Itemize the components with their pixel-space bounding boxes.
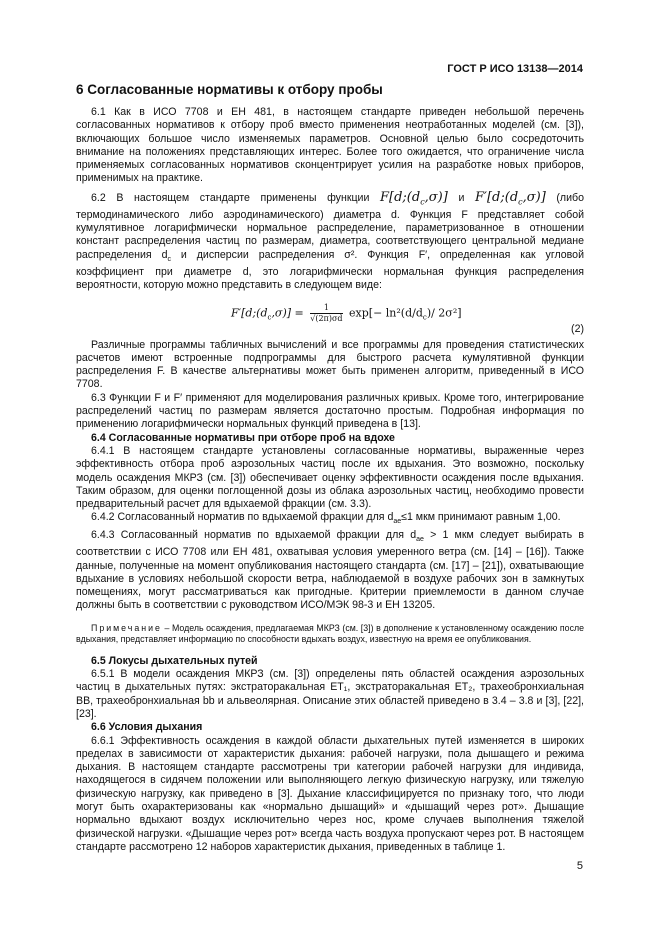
p62-text-b: (либо термодинамического либо аэродинамического) диаметра d. Функция F представляет собой кумулятивное логарифмически нормальное распределение, параметризованное в отношении констант распределения частиц по размерам, диаметра, соответствующего центральной медиане распределения d bbox=[76, 191, 584, 261]
note-label: Примечание bbox=[91, 622, 162, 633]
function-F: $F[d;(d_c,\sigma)]$ bbox=[380, 189, 448, 207]
paragraph-6-4-2: 6.4.2 Согласованный норматив по вдыхаемой фракции для $d_{ae}\le 1$ мкм принимают равным 1,00. bbox=[91, 511, 561, 526]
paragraph-6-2: 6.2 В настоящем стандарте применены функции $F[d;(d_c,\sigma)]$ и $F'[d;(d_c,\sigma)]$ (либо термодинамического либо аэродинамического) диаметра d. Функция F представляет собой кумулятивное логарифмически нормальное распределение, параметризованное в отношении констант распределения частиц по размерам, диаметра, соответствующего центральной медиане распределения $d_c$ и дисперсии распределения σ². Функция F′, определенная как угловой коэффициент при диаметре d, это логарифмически нормальная функция распределения вероятности, которую можно представить в следующем виде: bbox=[76, 189, 584, 292]
note-text: – Модель осаждения, предлагаемая МКРЗ (см. [3]) в дополнение к установленному осаждению после вдыхания, представляет информацию по способности вдыхать воздух, известную на время ее опубликования. bbox=[76, 622, 584, 644]
equation-number: (2) bbox=[571, 322, 584, 335]
section-6-title: 6 Согласованные нормативы к отбору пробы bbox=[76, 82, 383, 97]
paragraph-6-5-1: 6.5.1 В модели осаждения МКРЗ (см. [3]) определены пять областей осаждения аэрозольных частиц в дыхательных путях: экстраторакальная ЕТ₁, экстраторакальная ЕТ₂, трахеобронхиальная ВВ, трахеобронхиальная bb и альвеолярная. Описание этих областей приведено в 3.4 – 3.8 и [3], [22], [23]. bbox=[76, 668, 584, 720]
note-block bbox=[76, 623, 584, 645]
formula-body: $F'[d;(d_c,\sigma)]$ = $\frac{1}{√(2\pi)\sigma d}$ $\exp[- \ln^2(d/d_c)/$ 2σ²] bbox=[231, 302, 462, 323]
function-F-prime: $F'[d;(d_c,\sigma)]$ bbox=[475, 189, 546, 207]
paragraph-6-6-1: 6.6.1 Эффективность осаждения в каждой области дыхательных путей изменяется в широких пределах в зависимости от характеристик дыхания: рабочей нагрузки, пола дышащего и режима дыхания. В настоящем стандарте рассмотрены три категории рабочей нагрузки для индивида, находящегося в сидячем положении или выполняющего легкую физическую нагрузку, или тяжелую физическую нагрузку, как приведено в [3]. Дыхание классифицируется по признаку того, что люди могут быть охарактеризованы как «нормально дышащий» и «дышащий через рот». Дышащие нормально вдыхают воздух исключительно через нос, кроме случаев выполнения тяжелой физической нагрузки. «Дышащие через рот» всегда часть воздуха пропускают через рот. В настоящем стандарте рассмотрено 12 наборов характеристик дыхания, приведенных в таблице 1. bbox=[76, 734, 584, 853]
p62-and: и bbox=[458, 191, 465, 204]
main-text-column bbox=[76, 106, 584, 854]
paragraph-6-2-cont: Различные программы табличных вычислений и все программы для проведения статистических расчетов имеют встроенные подпрограммы для быстрого расчета кумулятивной функции распределения F. В качестве альтернативы может быть применен алгоритм, приведенный в ИСО 7708. bbox=[76, 338, 584, 391]
formula-2 bbox=[76, 299, 584, 337]
paragraph-6-4-3: 6.4.3 Согласованный норматив по вдыхаемой фракции для $d_{ae} > 1$ мкм следует выбирать в соответствии с ИСО 7708 или ЕН 481, охватывая условия умеренного ветра (см. [14] – [16]). Также данные, полученные на момент опубликования настоящего стандарта (см. [17] – [21]), охватывающие вдыхание в условиях небольшой скорости ветра, наблюдаемой в воздухе рабочих зон в замкнутых помещениях, могут рассматриваться как пригодные. Критерии приемлемости в данном случае должны быть в соответствии с руководством ИСО/МЭК 98-3 и ЕН 13205. bbox=[76, 528, 584, 612]
paragraph-6-1: 6.1 Как в ИСО 7708 и ЕН 481, в настоящем стандарте приведен небольшой перечень согласованных нормативов к отбору проб вместо применения неотработанных моделей (см. [3]), включающих большое число изменяемых параметров. Основной целью было сосредоточить внимание на положениях представляющих интерес. Более того ожидается, что ограничение числа применяемых согласованных нормативов сконцентрирует усилия на разработке новых приборов, применимых на практике. bbox=[76, 106, 584, 185]
standard-header: ГОСТ Р ИСО 13138—2014 bbox=[447, 63, 583, 75]
section-6-4-title: 6.4 Согласованные нормативы при отборе проб на вдохе bbox=[91, 431, 395, 444]
page-number: 5 bbox=[576, 860, 583, 872]
p62-text-c: и дисперсии распределения σ². Функция F′, определенная как угловой коэффициент при диаметре d, это логарифмически нормальная функция распределения вероятности, которую можно представить в следующем виде: bbox=[76, 248, 584, 292]
paragraph-6-4-1: 6.4.1 В настоящем стандарте установлены согласованные нормативы, выраженные через эффективность отбора проб аэрозольных частиц после их вдыхания. Это возможно, поскольку модель осаждения МКРЗ (см. [3]) обеспечивает оценку эффективности осаждения после вдыхания. Таким образом, для оценки поглощенной дозы из облака аэрозольных частиц, необходимо провести предварительный расчет для вдыхаемой фракции (см. 3.3). bbox=[76, 444, 584, 511]
section-6-6-title: 6.6 Условия дыхания bbox=[91, 721, 203, 734]
paragraph-6-3: 6.3 Функции F и F′ применяют для моделирования различных кривых. Кроме того, интегрирование распределений частиц по размерам является достаточно простым. Подробная информация по применению логарифмически нормальных функций приведена в [13]. bbox=[76, 391, 584, 431]
section-6-5-title: 6.5 Локусы дыхательных путей bbox=[91, 654, 258, 667]
p62-text-a: 6.2 В настоящем стандарте применены функции bbox=[91, 191, 370, 204]
